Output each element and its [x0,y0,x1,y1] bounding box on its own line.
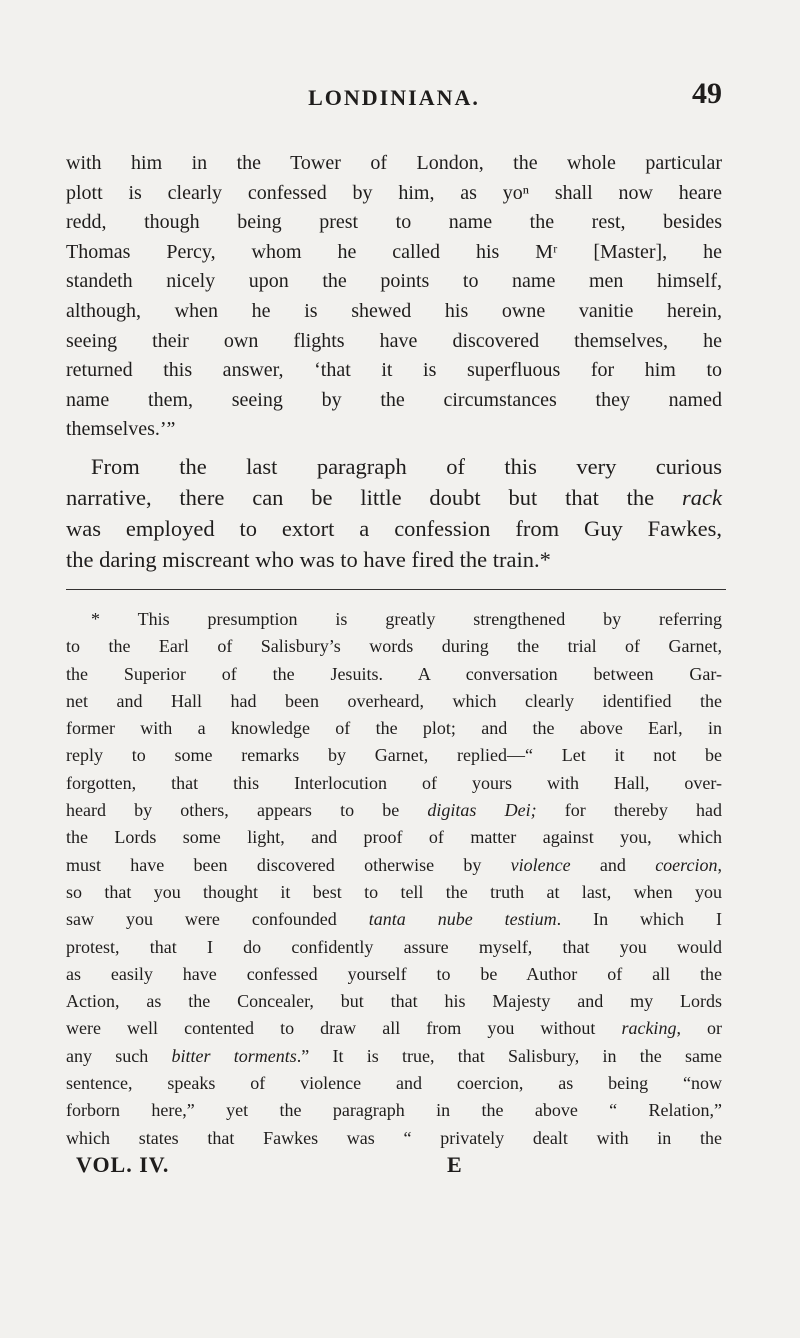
text-line: although, when he is shewed his owne vanitie herein, [66,299,722,322]
body-paragraph [66,451,722,575]
text-line: name them, seeing by the circumstances they named [66,388,722,411]
footnote-line: must have been discovered otherwise by violence and coercion, [66,854,722,875]
footnote-line: net and Hall had been overheard, which clearly identified the [66,690,722,711]
running-title: LONDINIANA. [308,85,480,110]
footnote-line: which states that Fawkes was “ privately dealt with in the [66,1127,722,1148]
footnote-line: former with a knowledge of the plot; and the above Earl, in [66,718,722,739]
quoted-passage [66,149,722,445]
footnote-line: as easily have confessed yourself to be Author of all the [66,963,722,984]
footnote-line: the Lords some light, and proof of matter against you, which [66,827,722,848]
volume-signature: VOL. IV. [76,1151,170,1177]
text-line: seeing their own flights have discovered themselves, he [66,329,722,352]
footnote-line: to the Earl of Salisbury’s words during the trial of Garnet, [66,636,722,657]
text-line: with him in the Tower of London, the whole particular [66,152,722,174]
footnote-line: reply to some remarks by Garnet, replied—“ Let it not be [66,745,722,766]
book-page [66,75,722,1188]
text-line: From the last paragraph of this very curious [91,453,722,479]
footnote-line: the Superior of the Jesuits. A conversation between Gar- [66,663,722,684]
page-number: 49 [692,77,722,110]
footnote-line: so that you thought it best to tell the truth at last, when you [66,881,722,902]
footnote-line: any such bitter torments.” It is true, that Salisbury, in the same [66,1045,722,1066]
footnote-line: forborn here,” yet the paragraph in the above “ Relation,” [66,1100,722,1121]
running-head [66,75,722,115]
footnote-line: were well contented to draw all from you without racking, or [66,1018,722,1039]
footnote-rule [66,589,726,590]
text-line: plott is clearly confessed by him, as yoⁿ shall now heare [66,181,722,204]
footnote-line: Action, as the Concealer, but that his Majesty and my Lords [66,991,722,1012]
text-line: standeth nicely upon the points to name men himself, [66,270,722,293]
footnote [66,606,722,1152]
text-line: narrative, there can be little doubt but that the rack [66,484,722,510]
text-line: the daring miscreant who was to have fired the train.* [66,546,551,572]
text-line: was employed to extort a confession from Guy Fawkes, [66,515,722,541]
text-line: Thomas Percy, whom he called his Mʳ [Master], he [66,240,722,263]
footnote-line: * This presumption is greatly strengthened by referring [91,608,722,629]
text-line: redd, though being prest to name the rest, besides [66,211,722,234]
gathering-signature: E [447,1151,462,1177]
text-line: themselves.’” [66,418,176,441]
footnote-line: forgotten, that this Interlocution of yours with Hall, over- [66,772,722,793]
footnote-line: saw you were confounded tanta nube testium. In which I [66,909,722,930]
text-line: returned this answer, ‘that it is superfluous for him to [66,359,722,382]
page-footer [66,1152,722,1188]
footnote-line: heard by others, appears to be digitas Dei; for thereby had [66,800,723,821]
footnote-line: sentence, speaks of violence and coercion, as being “now [66,1072,722,1093]
footnote-line: protest, that I do confidently assure myself, that you would [66,936,722,957]
